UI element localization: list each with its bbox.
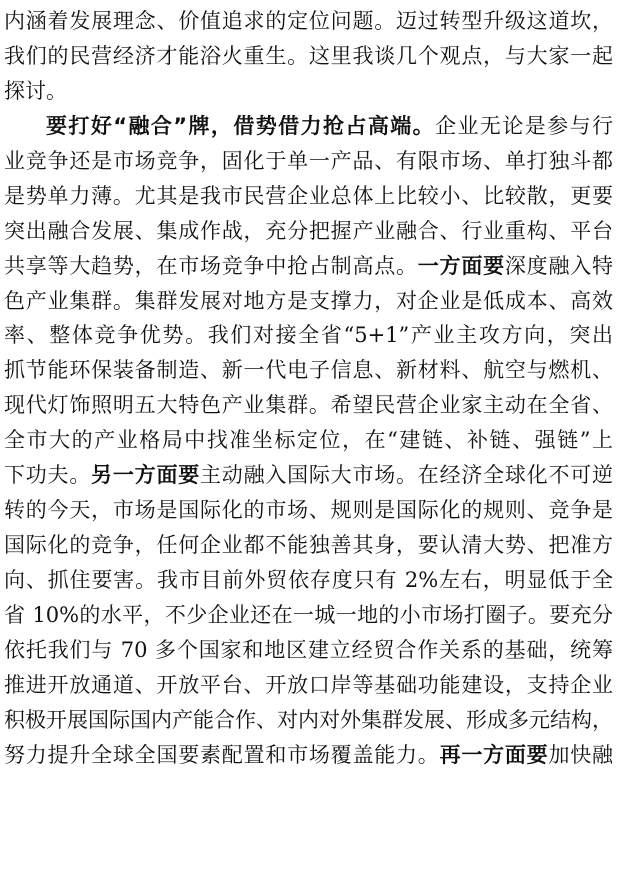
body-text: 下功夫。 bbox=[4, 463, 92, 488]
bold-heading-text: 要打好“融合”牌，借势借力抢占高端。 bbox=[46, 113, 436, 138]
text-line bbox=[4, 4, 613, 39]
body-text: 加快融 bbox=[548, 742, 613, 767]
text-line bbox=[4, 563, 613, 598]
body-text: 积极开展国际国内产能合作、对内对外集群发展、形成多元结构， bbox=[4, 707, 613, 732]
body-text: 现代灯饰照明五大特色产业集群。希望民营企业家主动在全省、 bbox=[4, 393, 613, 418]
body-text: 依托我们与 70 多个国家和地区建立经贸合作关系的基础，统筹 bbox=[4, 637, 613, 662]
text-line bbox=[4, 109, 613, 144]
text-line bbox=[4, 528, 613, 563]
body-text: 业竞争还是市场竞争，固化于单一产品、有限市场、单打独斗都 bbox=[4, 148, 613, 173]
text-line bbox=[4, 214, 613, 249]
body-text: 深度融入特 bbox=[504, 253, 613, 278]
body-text: 是势单力薄。尤其是我市民营企业总体上比较小、比较散，更要 bbox=[4, 183, 613, 208]
text-line bbox=[4, 284, 613, 319]
text-line bbox=[4, 39, 613, 74]
body-text: 努力提升全球全国要素配置和市场覆盖能力。 bbox=[4, 742, 440, 767]
body-text: 省 10%的水平，不少企业还在一城一地的小市场打圈子。要充分 bbox=[4, 602, 613, 627]
text-line bbox=[4, 423, 613, 458]
text-line bbox=[4, 388, 613, 423]
text-line bbox=[4, 633, 613, 668]
text-line bbox=[4, 738, 613, 773]
body-text: 共享等大趋势，在市场竞争中抢占制高点。 bbox=[4, 253, 418, 278]
bold-heading-text: 另一方面要 bbox=[91, 463, 201, 488]
body-text: 国际化的竞争，任何企业都不能独善其身，要认清大势、把准方 bbox=[4, 533, 613, 558]
body-text: 全市大的产业格局中找准坐标定位，在“建链、补链、强链”上 bbox=[4, 428, 613, 453]
body-text: 率、整体竞争优势。我们对接全省“5+1”产业主攻方向，突出 bbox=[4, 323, 613, 348]
bold-heading-text: 一方面要 bbox=[417, 253, 505, 278]
text-line bbox=[4, 144, 613, 179]
text-line bbox=[4, 318, 613, 353]
body-text: 突出融合发展、集成作战，充分把握产业融合、行业重构、平台 bbox=[4, 218, 613, 243]
body-text: 转的今天，市场是国际化的市场、规则是国际化的规则、竞争是 bbox=[4, 498, 613, 523]
text-line bbox=[4, 703, 613, 738]
body-text: 探讨。 bbox=[4, 78, 67, 103]
text-line bbox=[4, 74, 613, 109]
body-text: 抓节能环保装备制造、新一代电子信息、新材料、航空与燃机、 bbox=[4, 358, 613, 383]
text-line bbox=[4, 493, 613, 528]
body-text: 色产业集群。集群发展对地方是支撑力，对企业是低成本、高效 bbox=[4, 288, 613, 313]
body-text: 我们的民营经济才能浴火重生。这里我谈几个观点，与大家一起 bbox=[4, 43, 613, 68]
text-line bbox=[4, 179, 613, 214]
body-text: 主动融入国际大市场。在经济全球化不可逆 bbox=[200, 463, 613, 488]
text-line bbox=[4, 249, 613, 284]
body-text: 内涵着发展理念、价值追求的定位问题。迈过转型升级这道坎， bbox=[4, 9, 613, 33]
text-line bbox=[4, 458, 613, 493]
body-text: 向、抓住要害。我市目前外贸依存度只有 2%左右，明显低于全 bbox=[4, 568, 613, 592]
text-line bbox=[4, 668, 613, 703]
bold-heading-text: 再一方面要 bbox=[439, 742, 549, 767]
body-text: 企业无论是参与行 bbox=[435, 113, 613, 138]
text-line bbox=[4, 353, 613, 388]
text-line bbox=[4, 598, 613, 633]
body-text: 推进开放通道、开放平台、开放口岸等基础功能建设，支持企业 bbox=[4, 672, 613, 697]
